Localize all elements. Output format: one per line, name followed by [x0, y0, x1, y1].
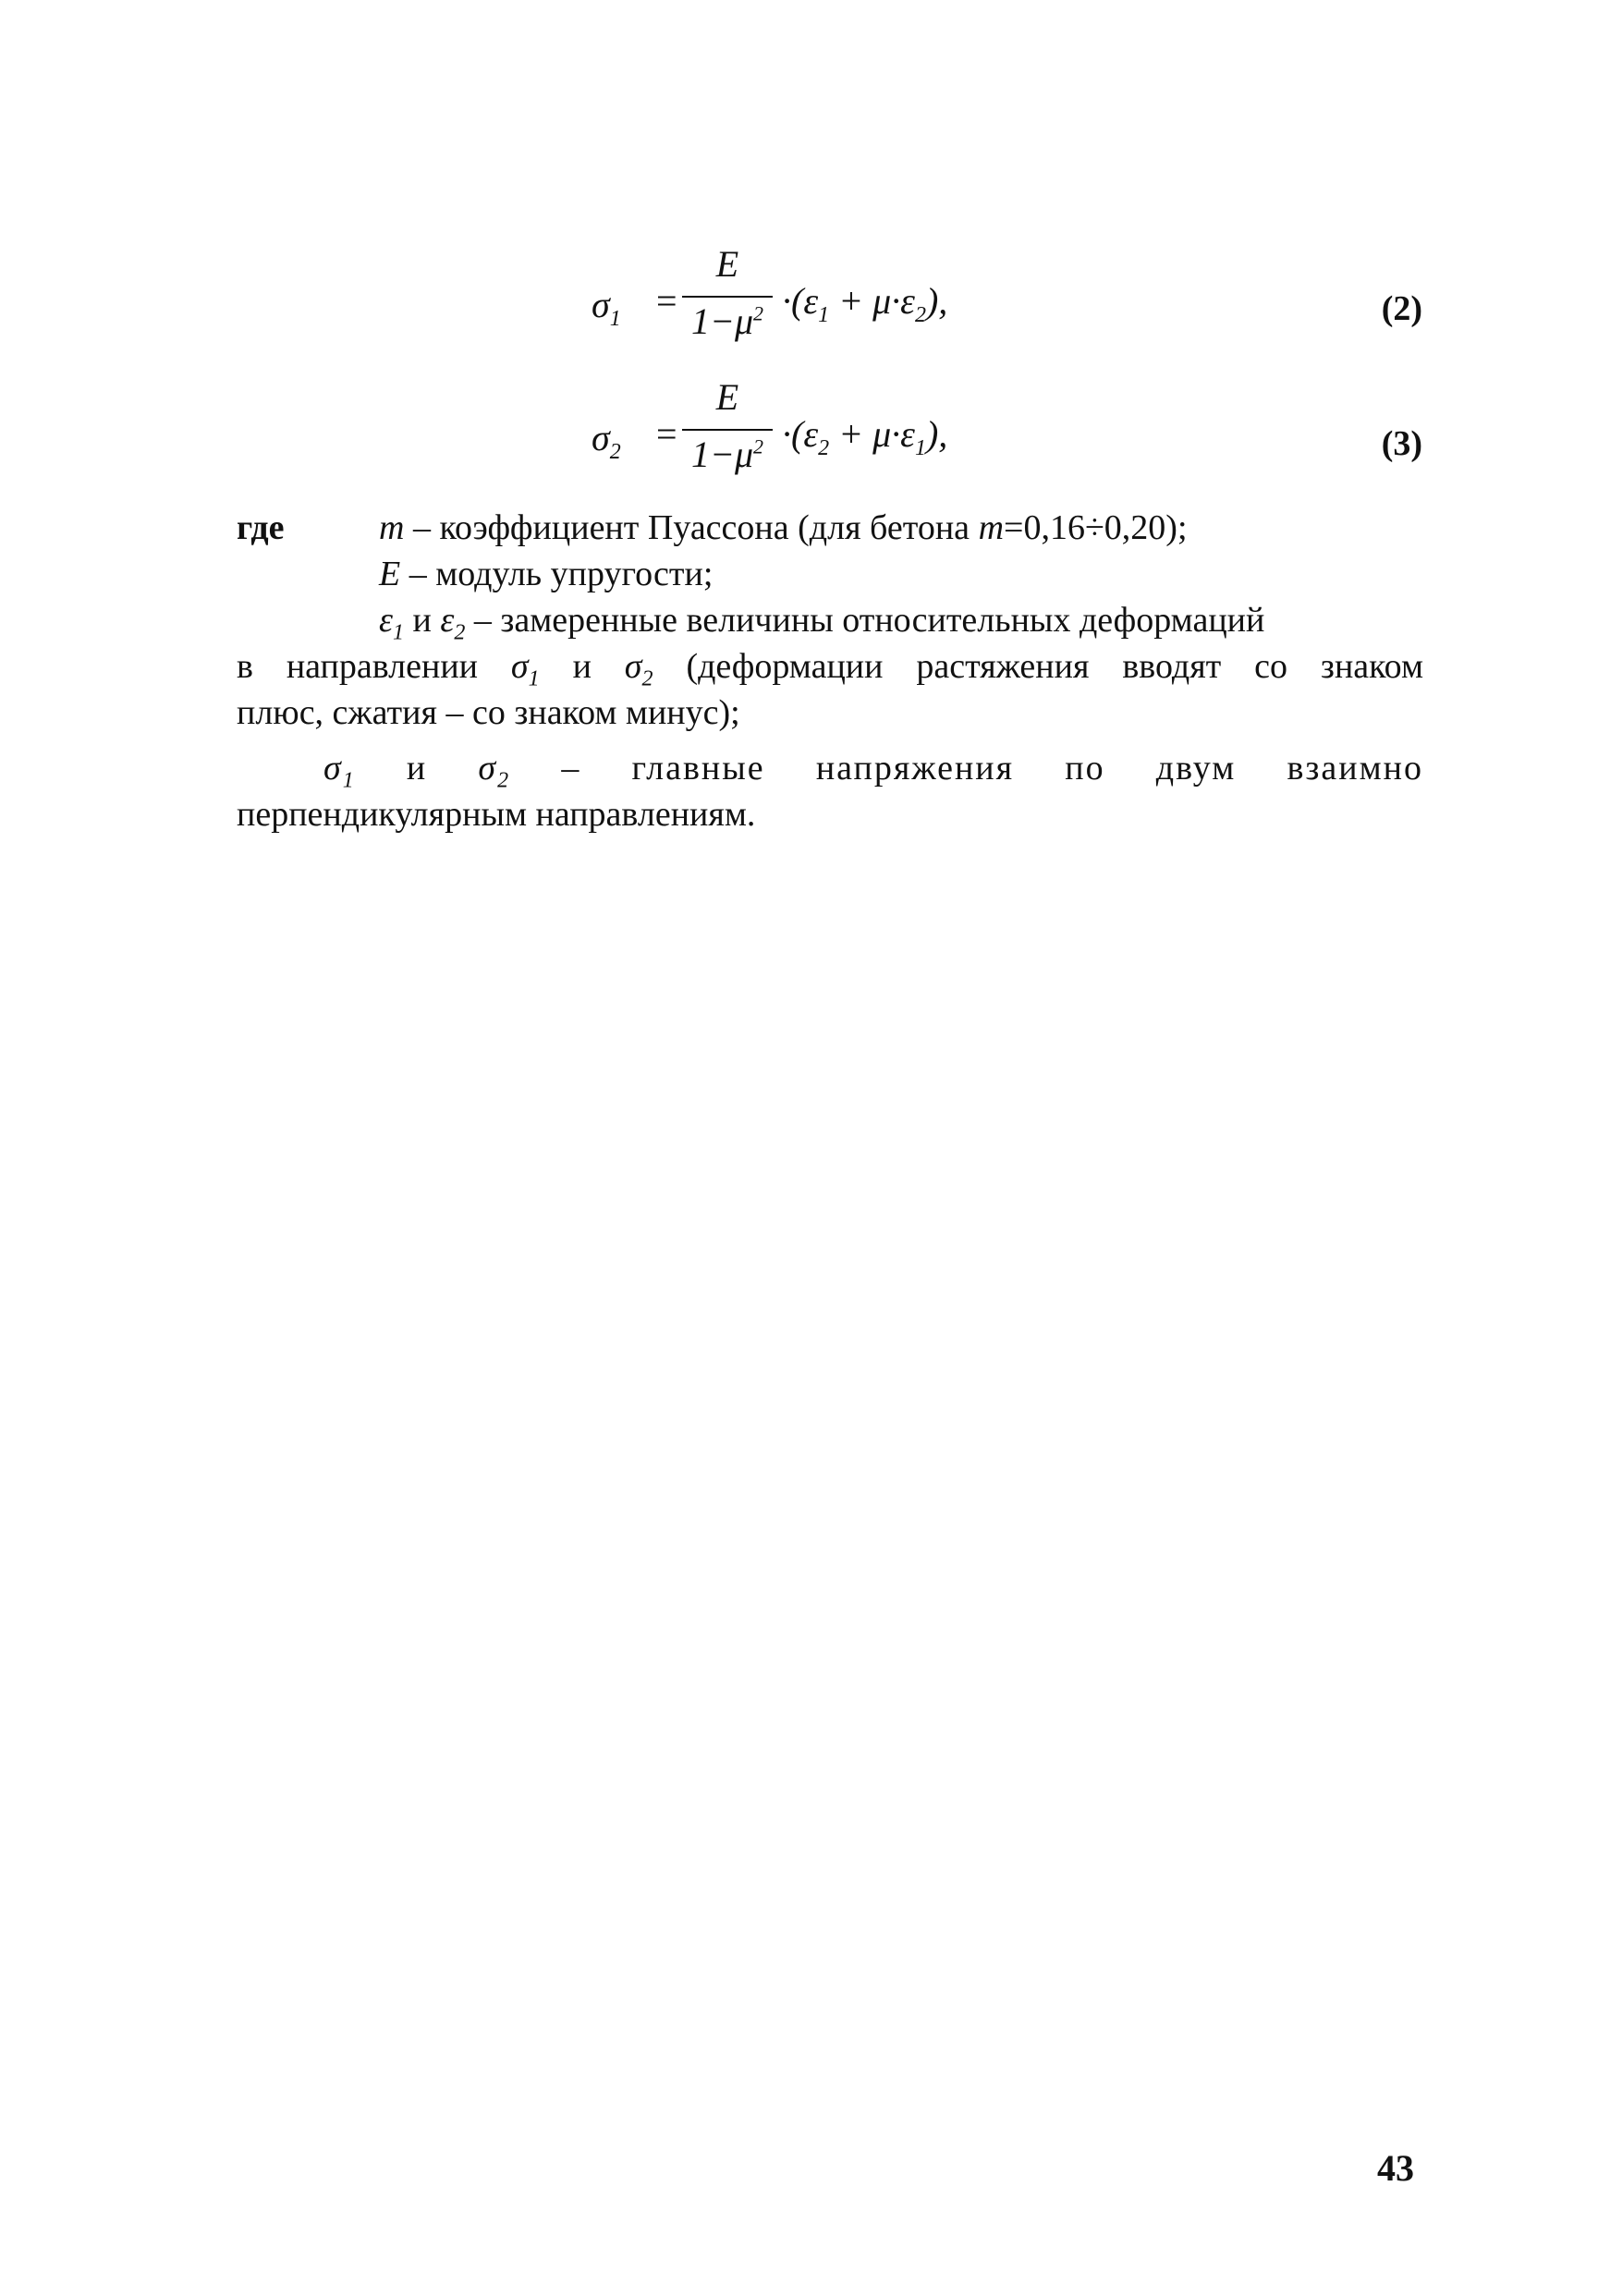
fraction-bar: [682, 429, 773, 431]
fraction-denominator: $1-\mu^2$: [690, 300, 764, 342]
equation-lhs: $\sigma_2$: [592, 417, 621, 464]
equation-rhs: $\cdot(\varepsilon_1 + \mu\cdot\varepsilon_2)$,: [782, 280, 948, 327]
definition-poisson: m – коэффициент Пуассона (для бетона m=0,16÷0,20);: [379, 508, 1188, 547]
fraction: [677, 375, 778, 495]
definition-strain-line3: плюс, сжатия – со знаком минус);: [237, 693, 740, 732]
equation-number-3: (3): [1381, 424, 1422, 463]
definition-modulus: E – модуль упругости;: [379, 555, 714, 593]
definition-strain-line2: в направлении $\sigma_1$ и $\sigma_2$ (деформации растяжения вводят со знаком: [237, 647, 1424, 691]
fraction-denominator: $1-\mu^2$: [690, 434, 764, 475]
equation-number-2: (2): [1381, 289, 1422, 328]
equals-sign: =: [656, 280, 677, 322]
page-number: 43: [1377, 2147, 1414, 2189]
definition-stress-line1: $\sigma_1$ и $\sigma_2$ – главные напряжения по двум взаимно: [323, 749, 1423, 793]
definition-stress-line2: перпендикулярным направлениям.: [237, 795, 756, 834]
equals-sign: =: [656, 413, 677, 455]
fraction-numerator: E: [715, 243, 739, 285]
equation-lhs: $\sigma_1$: [592, 284, 621, 331]
fraction-numerator: E: [715, 376, 739, 418]
equation-2: [573, 242, 1091, 372]
definition-strain-line1: $\varepsilon_1$ и $\varepsilon_2$ – замеренные величины относительных деформаций: [379, 601, 1265, 645]
fraction: [677, 242, 778, 362]
equation-rhs: $\cdot(\varepsilon_2 + \mu\cdot\varepsilon_1)$,: [782, 413, 948, 460]
fraction-bar: [682, 296, 773, 298]
equation-3: [573, 375, 1091, 505]
where-label: где: [237, 508, 285, 547]
